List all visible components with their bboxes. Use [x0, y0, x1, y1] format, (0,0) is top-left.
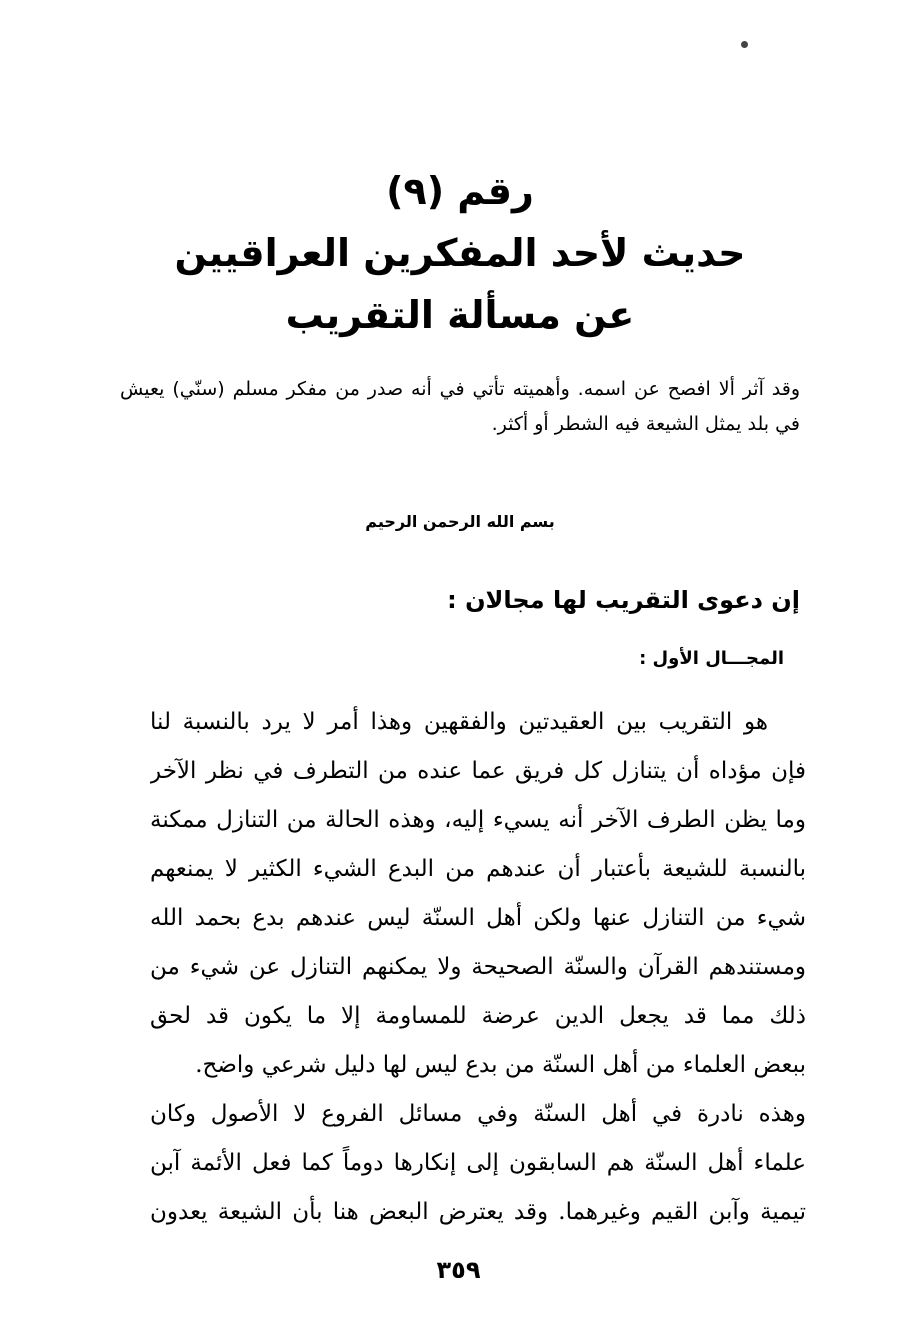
body-text [150, 698, 806, 1237]
chapter-title-line-1: حديث لأحد المفكرين العراقيين [174, 231, 746, 275]
page-number: ٣٥٩ [436, 1256, 481, 1284]
body-line: فإن مؤداه أن يتنازل كل فريق عما عنده من التطرف في نظر الآخر [150, 758, 806, 784]
scan-dot-mark [741, 41, 748, 48]
body-line: شيء من التنازل عنها ولكن أهل السنّة ليس عندهم بدع بحمد الله [150, 905, 806, 931]
body-line: هو التقريب بين العقيدتين والفقهين وهذا أمر لا يرد بالنسبة لنا [150, 709, 768, 735]
body-line: ببعض العلماء من أهل السنّة من بدع ليس لها دليل شرعي واضح. [195, 1052, 806, 1078]
chapter-title-line-2: عن مسألة التقريب [285, 293, 635, 337]
chapter-number: رقم (٩) [386, 169, 534, 213]
body-line: ذلك مما قد يجعل الدين عرضة للمساومة إلا ما يكون قد لحق [150, 1003, 806, 1029]
body-line: علماء أهل السنّة هم السابقون إلى إنكارها دوماً كما فعل الأئمة آبن [150, 1150, 806, 1176]
basmala: بسم الله الرحمن الرحيم [365, 512, 555, 531]
intro-paragraph: وقد آثر ألا افصح عن اسمه. وأهميته تأتي في أنه صدر من مفكر مسلم (سنّي) يعيش في بلد يمثل الشيعة فيه الشطر أو أكثر. [120, 378, 800, 435]
subsection-heading: المجـــال الأول : [639, 648, 784, 669]
body-line: ومستندهم القرآن والسنّة الصحيحة ولا يمكنهم التنازل عن شيء من [150, 954, 806, 980]
body-line: وما يظن الطرف الآخر أنه يسيء إليه، وهذه الحالة من التنازل ممكنة [150, 807, 806, 833]
section-heading: إن دعوى التقريب لها مجالان : [447, 586, 800, 614]
chapter-title-block [130, 160, 790, 346]
body-line: وهذه نادرة في أهل السنّة وفي مسائل الفروع لا الأصول وكان [150, 1101, 806, 1127]
body-line: تيمية وآبن القيم وغيرهما. وقد يعترض البعض هنا بأن الشيعة يعدون [150, 1199, 806, 1225]
body-line: بالنسبة للشيعة بأعتبار أن عندهم من البدع الشيء الكثير لا يمنعهم [150, 856, 806, 882]
